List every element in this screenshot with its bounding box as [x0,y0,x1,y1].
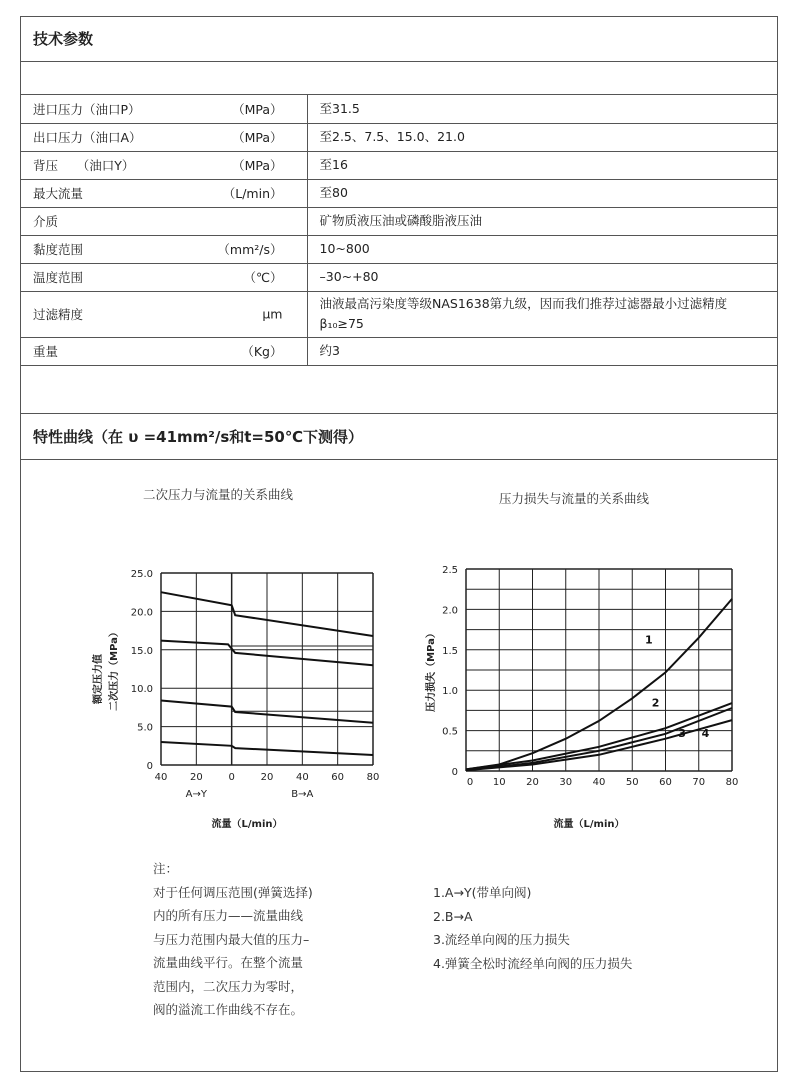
chart2-title: 压力损失与流量的关系曲线 [499,491,650,506]
spec-value: 至80 [319,185,348,200]
y-tick-label: 0 [146,761,153,772]
x-tick-label: 40 [592,777,606,788]
chart1-title: 二次压力与流量的关系曲线 [143,487,294,502]
spec-row [21,235,777,263]
y-tick-label: 25.0 [130,569,153,580]
spec-unit: （MPa） [232,158,283,173]
y-tick-label: 20.0 [130,607,153,619]
secondary-pressure-chart [81,537,380,837]
x-tick-label: 60 [331,772,345,783]
spec-table [21,95,777,366]
y-axis-title-right: 额定压力值 [93,654,104,704]
blank-row-2 [21,374,777,414]
spec-label: 最大流量 [33,186,84,201]
x-tick-label: 0 [466,777,474,788]
note-line: 流量曲线平行。在整个流量 [153,955,304,970]
note-line: 范围内，二次压力为零时， [153,978,304,994]
x-tick-label: 30 [559,777,573,788]
note-line: 阀的溢流工作曲线不存在。 [153,1002,304,1017]
y-tick-label: 1.0 [442,686,458,698]
spec-value-cell [307,151,777,179]
y-tick-label: 0.5 [442,726,458,738]
spec-sheet-frame [20,16,778,1072]
spec-label: 介质 [33,214,59,229]
blank-row-1 [21,62,777,95]
series-label: 1 [645,633,653,647]
spec-unit: （MPa） [232,101,283,117]
x-direction-label: B→A [291,789,314,800]
spec-unit: （℃） [243,270,283,285]
spec-unit: （L/min） [222,186,283,201]
x-direction-label: A→Y [185,789,207,800]
note-line: 内的所有压力——流量曲线 [153,908,304,923]
y-tick-label: 0 [451,767,458,778]
spec-label-cell [21,235,307,263]
legend-item: 3.流经单向阀的压力损失 [433,932,570,947]
x-tick-label: 10 [492,777,506,788]
spec-value-cell [307,179,777,207]
tech-params-header [21,17,777,62]
spec-value-cell [307,235,777,263]
spec-unit: （MPa） [232,130,283,145]
y-axis-title: 压力损失（MPa） [426,628,437,712]
spec-value: 至31.5 [319,100,360,116]
spec-value-cell [307,291,777,337]
y-tick-label: 5.0 [137,722,153,734]
spec-label: 黏度范围 [33,242,84,257]
spec-value: –30~+80 [319,269,379,284]
x-tick-label: 0 [228,772,235,783]
spec-label: 过滤精度 [33,307,84,322]
spec-unit: （mm²/s） [217,242,283,257]
x-tick-label: 80 [366,772,380,783]
spec-label: 背压 （油口Y） [33,158,135,173]
y-tick-label: 15.0 [130,645,153,657]
x-tick-label: 40 [295,772,309,783]
spec-row [21,123,777,151]
spec-label-cell [21,95,307,123]
spec-value: 至16 [319,157,348,172]
y-tick-label: 10.0 [130,684,153,696]
legend-block [433,881,632,975]
spec-row [21,151,777,179]
spec-label: 出口压力（油口A） [33,130,142,145]
x-axis-title: 流量（L/min） [211,819,283,830]
spec-value: 10~800 [319,241,370,256]
spec-value: 至2.5、7.5、15.0、21.0 [319,129,465,144]
spec-label-cell [21,291,307,337]
legend-item: 4.弹簧全松时流经单向阀的压力损失 [433,955,633,971]
spec-label-cell [21,123,307,151]
spec-row [21,207,777,235]
x-tick-label: 60 [659,777,672,788]
tech-params-title: 技术参数 [33,30,94,48]
x-tick-label: 50 [625,777,639,788]
spec-value: 矿物质液压油或磷酸脂液压油 [319,213,483,228]
spec-label-cell [21,263,307,291]
x-tick-label: 80 [725,777,739,788]
spec-value-cell [307,123,777,151]
legend-item: 2.B→A [433,908,473,924]
spec-value: 约3 [319,343,340,358]
x-tick-label: 40 [154,772,168,783]
spec-label: 重量 [33,344,59,359]
x-tick-label: 20 [260,772,274,783]
note-line: 对于任何调压范围(弹簧选择) [153,884,313,900]
spec-label-cell [21,337,307,365]
x-tick-label: 20 [526,777,539,788]
spec-unit: μm [262,306,283,322]
curves-title: 特性曲线（在 υ =41mm²/s和t=50℃下测得） [33,428,364,446]
curves-header [21,414,777,460]
notes-block [153,857,313,1022]
notes-title: 注： [153,861,179,876]
spec-value-cell [307,95,777,123]
spec-unit: （Kg） [241,344,283,359]
spec-label: 进口压力（油口P） [33,101,141,117]
y-tick-label: 2.5 [442,565,458,576]
pressure-loss-chart [396,537,739,837]
y-axis-title: 二次压力（MPa） [109,627,120,711]
spec-label-cell [21,151,307,179]
spec-value-cell [307,337,777,365]
spec-label: 温度范围 [33,270,84,285]
y-tick-label: 1.5 [442,645,458,657]
spec-label-cell [21,207,307,235]
spec-row [21,291,777,337]
spec-row [21,179,777,207]
series-label: 4 [701,727,710,741]
spec-value-cell [307,207,777,235]
series-label: 2 [651,696,660,710]
spec-value: 油液最高污染度等级NAS1638第九级，因而我们推荐过滤器最小过滤精度 β₁₀≥75 [319,296,728,331]
y-tick-label: 2.0 [442,605,458,617]
spec-row [21,263,777,291]
note-line: 与压力范围内最大值的压力– [153,931,310,947]
spec-row [21,95,777,123]
spec-value-cell [307,263,777,291]
x-tick-label: 20 [189,772,203,783]
x-axis-title: 流量（L/min） [553,819,625,830]
spec-label-cell [21,179,307,207]
legend-item: 1.A→Y(带单向阀) [433,885,532,900]
series-label: 3 [678,727,686,741]
x-tick-label: 70 [692,777,706,788]
spec-row [21,337,777,365]
